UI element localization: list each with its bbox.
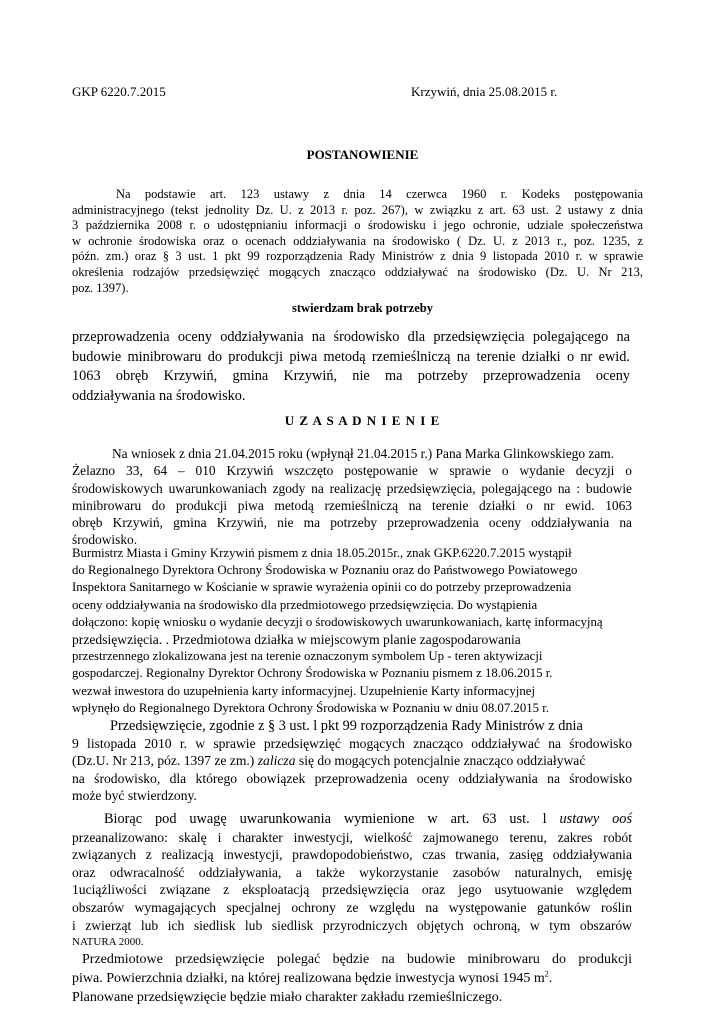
paragraph-fragment: piwa. Powierzchnia działki, na której realizowana będzie inwestycja wynosi 1945 m (72, 970, 545, 986)
document-title: POSTANOWIENIE (306, 147, 419, 162)
justification-paragraph-4 (72, 811, 632, 952)
paragraph-line: Żelazno 33, 64 – 010 Krzywiń wszczęto postępowanie w sprawie o wydanie decyzji o (72, 463, 632, 479)
paragraph-line: Przedmiotowe przedsięwzięcie polegać będzie na budowie minibrowaru do produkcji (82, 952, 632, 967)
decision-text (72, 328, 630, 406)
paragraph-line: i zwierząt lub ich siedlisk lub siedlisk przyrodniczych objętych ochroną, w tym obszarów (72, 917, 632, 933)
paragraph-line: minibrowaru do produkcji piwa metodą rzemieślniczą na terenie działki o nr ewid. 1063 (72, 497, 632, 513)
legal-basis-line: w ochronie środowiska oraz o ocenach oddziaływania na środowisko ( Dz. U. z 2013 r., poz. 1235, z (72, 233, 643, 248)
paragraph-line: gospodarczej. Regionalny Dyrektor Ochrony Środowiska w Poznaniu pismem z 18.06.2015 r. (72, 666, 553, 681)
paragraph-fragment: Biorąc pod uwagę uwarunkowania wymienione w art. 63 ust. l (104, 811, 547, 827)
legal-basis-line: Na podstawie art. 123 ustawy z dnia 14 czerwca 1960 r. Kodeks postępowania (116, 187, 643, 201)
paragraph-line: przedsięwzięcia. . Przedmiotowa działka w miejscowym planie zagospodarowania (72, 632, 521, 648)
paragraph-line: 9 listopada 2010 r. w sprawie przedsięwzięć mogących znacząco oddziaływać na środowisko (72, 736, 632, 752)
paragraph-line (72, 752, 632, 769)
paragraph-line: NATURA 2000. (72, 936, 144, 949)
legal-basis-line: późn. zm.) oraz § 3 ust. 1 pkt 99 rozporządzenia Rady Ministrów z dnia 9 listopada 2010 r. w sprawie (72, 249, 643, 264)
paragraph-line: przestrzennego zlokalizowana jest na terenie oznaczonym symbolem Up - teren aktywizacji (72, 649, 543, 664)
paragraph-line: środowiskowych uwarunkowaniach zgody na realizację przedsięwzięcia, polegającego na : budowie (72, 480, 632, 496)
justification-paragraph-2 (72, 545, 632, 717)
paragraph-line: 1uciążliwości związane z eksploatacją przedsięwzięcia oraz jego usytuowanie względem (72, 882, 632, 898)
place-date: Krzywiń, dnia 25.08.2015 r. (411, 84, 558, 99)
paragraph-line: obszarów wymagających specjalnej ochrony ze względu na występowanie gatunków roślin (72, 899, 632, 915)
paragraph-line (72, 970, 632, 989)
paragraph-line: Na wniosek z dnia 21.04.2015 roku (wpłynął 21.04.2015 r.) Pana Marka Glinkowskiego zam. (112, 446, 615, 461)
paragraph-line: na środowisko, dla którego obowiązek przeprowadzenia oceny oddziaływania na środowisko (72, 770, 632, 786)
decision-line: oddziaływania na środowisko. (72, 387, 246, 404)
paragraph-line (72, 811, 632, 829)
emphasis-ustawy: ustawy ooś (559, 811, 633, 827)
decision-line: budowie minibrowaru do produkcji piwa metodą rzemieślniczą na terenie działki o nr ewid. (72, 348, 630, 365)
paragraph-line: związanych z realizacją inwestycji, prawdopodobieństwo, czas trwania, zasięg oddziaływania (72, 847, 632, 863)
paragraph-line: Przedsięwzięcie, zgodnie z § 3 ust. l pkt 99 rozporządzenia Rady Ministrów z dnia (110, 718, 583, 734)
decision-heading: stwierdzam brak potrzeby (292, 301, 433, 315)
paragraph-line: środowisko. (72, 532, 138, 548)
paragraph-line: wpłynęło do Regionalnego Dyrektora Ochrony Środowiska w Poznaniu w dniu 08.07.2015 r. (72, 700, 549, 715)
paragraph-line: wezwał inwestora do uzupełnienia karty informacyjnej. Uzupełnienie Karty informacyjnej (72, 683, 535, 698)
legal-basis-line: poz. 1397). (72, 280, 129, 295)
paragraph-line: Inspektora Sanitarnego w Kościanie w sprawie wyrażenia opinii co do potrzeby przeprowadzenia (72, 580, 572, 595)
justification-paragraph-1 (72, 445, 632, 549)
legal-basis-line: określenia rodzajów przedsięwzięć mogących znacząco oddziaływać na środowisko (Dz. U. Nr 213, (72, 264, 643, 279)
journal-reference: (Dz.U. Nr 213, póz. 1397 ze zm.) (72, 753, 255, 769)
paragraph-line: do Regionalnego Dyrektora Ochrony Środowiska w Poznaniu oraz do Państwowego Powiatowego (72, 563, 578, 578)
paragraph-line: Planowane przedsięwzięcie będzie miało charakter zakładu rzemieślniczego. (72, 989, 503, 1005)
justification-heading: U Z A S A D N I E N I E (284, 413, 441, 428)
legal-basis-line: 3 października 2008 r. o udostępnianiu informacji o środowisku i jego ochronie, udziale społeczeństwa (72, 218, 643, 233)
legal-basis-line: administracyjnego (tekst jednolity Dz. U. z 2013 r. poz. 267), w związku z art. 63 ust. 2 ustawy z dnia (72, 202, 643, 217)
paragraph-line: Burmistrz Miasta i Gminy Krzywiń pismem z dnia 18.05.2015r., znak GKP.6220.7.2015 wystąpił (72, 546, 572, 560)
paragraph-fragment: się do mogących potencjalnie znacząco oddziaływać (298, 753, 586, 769)
paragraph-line: oceny oddziaływania na środowisko dla przedmiotowego przedsięwzięcia. Do wystąpienia (72, 597, 538, 612)
decision-line: 1063 obręb Krzywiń, gmina Krzywiń, nie ma potrzeby przeprowadzenia oceny (72, 368, 630, 384)
emphasis-zalicza: zalicza (257, 753, 296, 769)
justification-paragraph-3 (72, 718, 632, 804)
decision-line: przeprowadzenia oceny oddziaływania na środowisko dla przedsięwzięcia polegającego na (72, 329, 630, 345)
superscript-2: 2 (544, 969, 549, 979)
paragraph-line: dołączono: kopię wniosku o wydanie decyzji o środowiskowych uwarunkowaniach, kartę informacyjną (72, 614, 603, 629)
paragraph-line: obręb Krzywiń, gmina Krzywiń, nie ma potrzeby przeprowadzenia oceny oddziaływania na (72, 515, 632, 531)
paragraph-line: oraz odwracalność oddziaływania, a także wykorzystanie zasobów naturalnych, emisję (72, 864, 632, 880)
paragraph-line: może być stwierdzony. (72, 787, 197, 803)
case-number: GKP 6220.7.2015 (72, 84, 166, 99)
paragraph-line: przeanalizowano: skalę i charakter inwestycji, wielkość zajmowanego terenu, zakres robót (72, 829, 632, 845)
justification-paragraph-5 (72, 951, 632, 1007)
legal-basis (72, 187, 643, 296)
paragraph-fragment: . (548, 970, 553, 986)
